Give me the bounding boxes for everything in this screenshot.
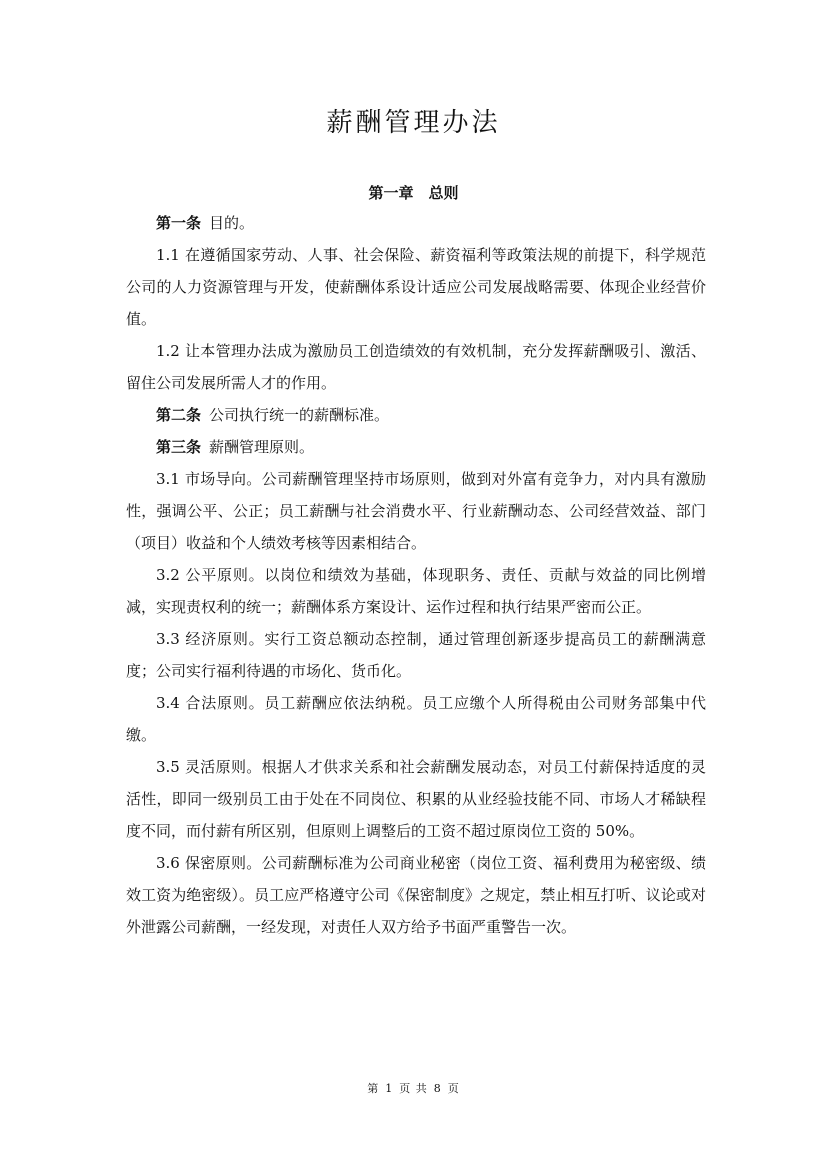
- paragraph-text: 3.3 经济原则。实行工资总额动态控制，通过管理创新逐步提高员工的薪酬满意度；公司实行福利待遇的市场化、货币化。: [126, 630, 706, 680]
- paragraph-text: 目的。: [209, 214, 255, 232]
- footer-mid: 页 共: [399, 1082, 428, 1095]
- paragraph-text: 3.2 公平原则。以岗位和绩效为基础，体现职务、责任、贡献与效益的同比例增减，实现责权利的统一；薪酬体系方案设计、运作过程和执行结果严密而公正。: [126, 566, 706, 616]
- chapter-heading: 第一章 总则: [368, 184, 459, 202]
- clause-paragraph: [126, 335, 706, 399]
- page-total: 8: [433, 1082, 442, 1095]
- paragraph-text: 公司执行统一的薪酬标准。: [209, 406, 390, 424]
- clause-paragraph: [126, 463, 706, 559]
- clause-paragraph: [126, 751, 706, 847]
- article-label: 第三条: [156, 438, 202, 456]
- document-title: 薪酬管理办法: [326, 108, 501, 138]
- article-label: 第二条: [156, 406, 202, 424]
- article-paragraph: [126, 399, 706, 431]
- paragraph-text: 3.1 市场导向。公司薪酬管理坚持市场原则，做到对外富有竞争力，对内具有激励性，强调公平、公正；员工薪酬与社会消费水平、行业薪酬动态、公司经营效益、部门（项目）收益和个人绩效考核等因素相结合。: [126, 470, 706, 552]
- paragraph-text: 1.1 在遵循国家劳动、人事、社会保险、薪资福利等政策法规的前提下，科学规范公司的人力资源管理与开发，使薪酬体系设计适应公司发展战略需要、体现企业经营价值。: [126, 246, 706, 328]
- paragraph-text: 3.4 合法原则。员工薪酬应依法纳税。员工应缴个人所得税由公司财务部集中代缴。: [126, 694, 706, 744]
- paragraph-text: 1.2 让本管理办法成为激励员工创造绩效的有效机制，充分发挥薪酬吸引、激活、留住公司发展所需人才的作用。: [126, 342, 706, 392]
- page-footer: [0, 1080, 827, 1096]
- paragraph-text: 3.6 保密原则。公司薪酬标准为公司商业秘密（岗位工资、福利费用为秘密级、绩效工资为绝密级）。员工应严格遵守公司《保密制度》之规定，禁止相互打听、议论或对外泄露公司薪酬，一经发现，对责任人双方给予书面严重警告一次。: [126, 854, 706, 936]
- article-label: 第一条: [156, 214, 202, 232]
- article-paragraph: [126, 431, 706, 463]
- clause-paragraph: [126, 239, 706, 335]
- paragraph-text: 薪酬管理原则。: [209, 438, 315, 456]
- clause-paragraph: [126, 687, 706, 751]
- clause-paragraph: [126, 847, 706, 943]
- paragraph-text: 3.5 灵活原则。根据人才供求关系和社会薪酬发展动态，对员工付薪保持适度的灵活性，即同一级别员工由于处在不同岗位、积累的从业经验技能不同、市场人才稀缺程度不同，而付薪有所区别，但原则上调整后的工资不超过原岗位工资的 50%。: [126, 758, 706, 840]
- document-body: [126, 207, 706, 943]
- footer-suffix: 页: [447, 1082, 460, 1095]
- footer-prefix: 第: [367, 1082, 380, 1095]
- clause-paragraph: [126, 623, 706, 687]
- clause-paragraph: [126, 559, 706, 623]
- article-paragraph: [126, 207, 706, 239]
- page-number: 1: [385, 1082, 394, 1095]
